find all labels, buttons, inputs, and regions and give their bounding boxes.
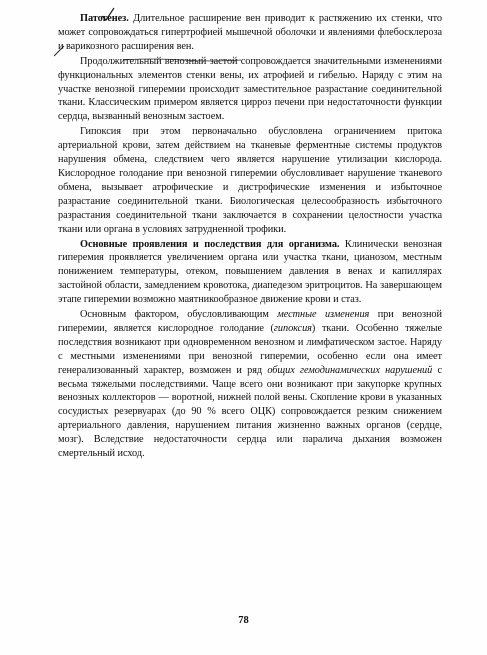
- manifestations-heading: Основные проявления и последствия для организма.: [80, 238, 340, 250]
- hypoxia-text: Гипоксия при этом первоначально обусловлена ограничением притока артериальной крови, затем действием на тканевые ферментные системы продуктов нарушения обмена, следствием чего является нарушение утилизации кислорода. Кислородное голодание при венозной гиперемии обусловливает нарушение тканевого обмена, вызывает атрофические и дистрофические изменения и избыточное разрастание соединительной ткани. Биологическая целесообразность избыточного разрастания соединительной ткани заключается в сохранении целостности участка ткани или органа в условиях затрудненной трофики.: [58, 126, 442, 235]
- paragraph-venous-stasis: [58, 55, 442, 125]
- paragraph-pathogenesis: [58, 12, 442, 54]
- hypoxia-term: гипоксия: [273, 322, 312, 334]
- main-factor-text-3: ) ткани. Особенно тяжелые последствия возникают при одновременном венозном и лимфатическом застое. Наряду с местными изменениями при венозной гиперемии, особенно если она имеет генерализованный характер, возможен и ряд: [58, 322, 442, 376]
- paragraph-main-factor: [58, 308, 442, 461]
- paragraph-manifestations: [58, 238, 442, 308]
- body-text: [58, 12, 442, 461]
- paragraph-hypoxia: [58, 125, 442, 236]
- pathogenesis-text: Длительное расширение вен приводит к растяжению их стенки, что может сопровождаться гипертрофией мышечной оболочки и явлениями флебосклероза и варикозного расширения вен.: [58, 13, 442, 52]
- main-factor-text-2: при венозной гиперемии, является кислородное голодание (: [58, 309, 442, 334]
- main-factor-text-1: Основным фактором, обусловливающим: [80, 309, 278, 321]
- local-changes-term: местные изменения: [277, 309, 370, 321]
- main-factor-text-4: с весьма тяжелыми последствиями. Чаще всего они возникают при закупорке крупных венозных коллекторов — воротной, нижней полой вены. Скопление крови в указанных сосудистых резервуарах (до 90 % всего ОЦК) сопровождается резким снижением артериального давления, нарушением питания жизненно важных органов (сердце, мозг). Вследствие недостаточности сердца или паралича дыхания возможен смертельный исход.: [58, 364, 442, 460]
- pathogenesis-heading: Патогенез.: [80, 13, 129, 24]
- hemodynamic-term: общих гемодинамических нарушений: [267, 364, 433, 376]
- page-number: 78: [238, 615, 249, 626]
- venous-stasis-text: Продолжительный венозный застой сопровождается значительными изменениями функциональных элементов стенки вены, их атрофией и гибелью. Наряду с этим на участке венозной гиперемии происходит заместительное разрастание соединительной ткани. Классическим примером является цирроз печени при недостаточности функции сердца, вызванный венозным застоем.: [58, 55, 442, 123]
- manifestations-text: Клинически венозная гиперемия проявляется увеличением органа или участка ткани, цианозом, местным понижением температуры, отеком, повышением давления в венах и капиллярах застойной области, замедлением кровотока, диапедезом эритроцитов. На завершающем этапе гиперемии возможно маятникообразное движение крови и стаз.: [58, 238, 442, 306]
